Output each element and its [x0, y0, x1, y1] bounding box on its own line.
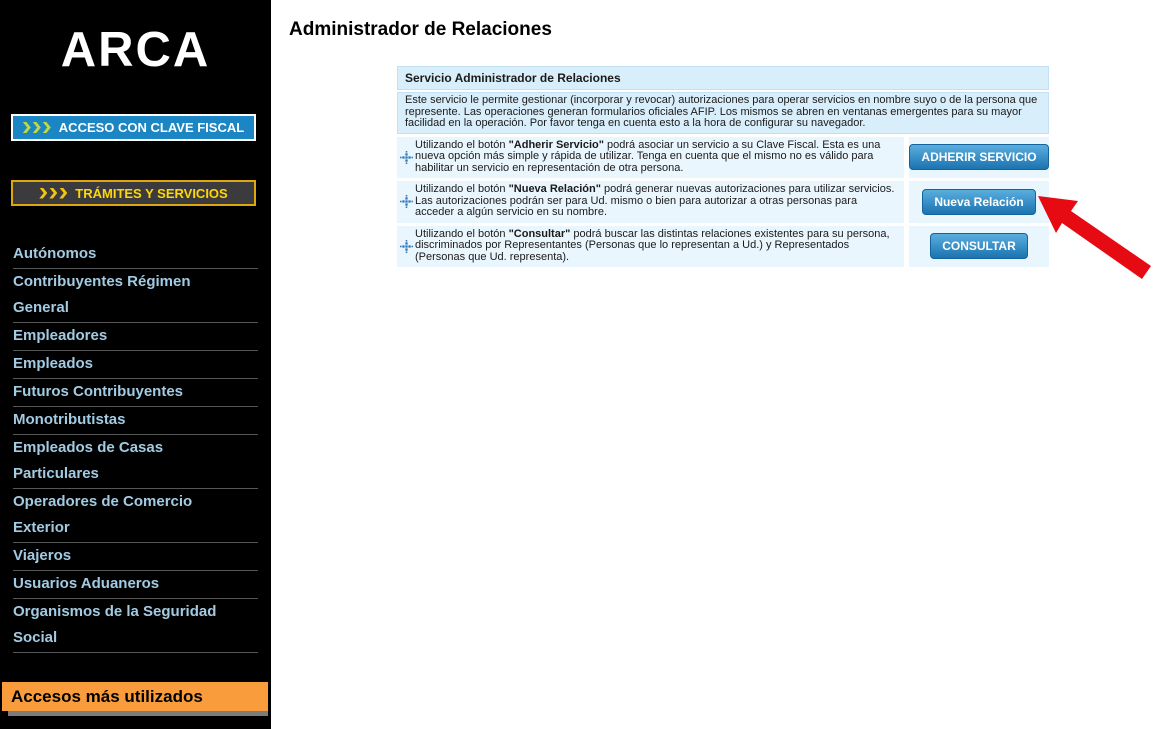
row-text: Utilizando el botón "Consultar" podrá buscar las distintas relaciones existentes para su persona, discriminados por Representantes (Personas que lo representan a Ud.) y Representados (Personas que Ud. representa). [415, 226, 904, 268]
sidebar-item-viajeros[interactable]: Viajeros [13, 543, 258, 571]
accesos-mas-utilizados-banner[interactable]: Accesos más utilizados [2, 682, 268, 711]
button-cell [909, 226, 1049, 268]
sidebar-item-monotributistas[interactable]: Monotributistas [13, 407, 258, 435]
sidebar [0, 0, 271, 729]
sidebar-item-empleados[interactable]: Empleados [13, 351, 258, 379]
button-cell [909, 137, 1049, 179]
sidebar-item-operadores-comercio-exterior[interactable]: Operadores de Comercio Exterior [13, 489, 258, 543]
panel-row-nueva-relacion [397, 181, 1049, 223]
nueva-relacion-button[interactable]: Nueva Relación [922, 189, 1035, 215]
panel-row-consultar [397, 226, 1049, 268]
sidebar-item-futuros-contribuyentes[interactable]: Futuros Contribuyentes [13, 379, 258, 407]
acceso-con-clave-fiscal-button[interactable] [11, 114, 256, 141]
panel-row-adherir-servicio [397, 137, 1049, 179]
arca-logo: ARCA [60, 23, 211, 77]
button-cell [909, 181, 1049, 223]
row-text: Utilizando el botón "Adherir Servicio" podrá asociar un servicio a su Clave Fiscal. Esta es una nueva opción más simple y rápida de utilizar. Tenga en cuenta que el mismo no es válido para habilitar un servicio en representación de otra persona. [415, 137, 904, 179]
dotted-plus-icon [397, 226, 415, 268]
sidebar-item-empleados-casas-particulares[interactable]: Empleados de Casas Particulares [13, 435, 258, 489]
page-title: Administrador de Relaciones [289, 19, 552, 40]
triple-chevron-icon [23, 122, 51, 133]
sidebar-item-autonomos[interactable]: Autónomos [13, 241, 258, 269]
row-text: Utilizando el botón "Nueva Relación" podrá generar nuevas autorizaciones para utilizar servicios. Las autorizaciones podrán ser para Ud. mismo o bien para autorizar a otras personas para acceder a algún servicio en su nombre. [415, 181, 904, 223]
triple-chevron-icon [39, 188, 67, 199]
sidebar-item-organismos-seguridad-social[interactable]: Organismos de la Seguridad Social [13, 599, 258, 653]
sidebar-item-empleadores[interactable]: Empleadores [13, 323, 258, 351]
sidebar-item-usuarios-aduaneros[interactable]: Usuarios Aduaneros [13, 571, 258, 599]
dotted-plus-icon [397, 137, 415, 179]
consultar-button[interactable]: CONSULTAR [930, 233, 1028, 259]
sidebar-item-contribuyentes-regimen-general[interactable]: Contribuyentes Régimen General [13, 269, 258, 323]
panel-header: Servicio Administrador de Relaciones [397, 66, 1049, 90]
acceso-button-label: ACCESO CON CLAVE FISCAL [58, 120, 245, 135]
adherir-servicio-button[interactable]: ADHERIR SERVICIO [909, 144, 1048, 170]
banner-shadow [8, 711, 268, 716]
dotted-plus-icon [397, 181, 415, 223]
tramites-button-label: TRÁMITES Y SERVICIOS [75, 185, 228, 201]
tramites-y-servicios-button[interactable] [11, 180, 256, 206]
relations-panel [397, 66, 1049, 267]
sidebar-menu [13, 241, 258, 653]
panel-description: Este servicio le permite gestionar (incorporar y revocar) autorizaciones para operar servicios en nombre suyo o de la persona que represente. Las operaciones generan formularios oficiales AFIP. Los mismos se abren en ventanas emergentes para su mayor facilidad en la operación. Por favor tenga en cuenta esto a la hora de configurar su navegador. [397, 92, 1049, 134]
